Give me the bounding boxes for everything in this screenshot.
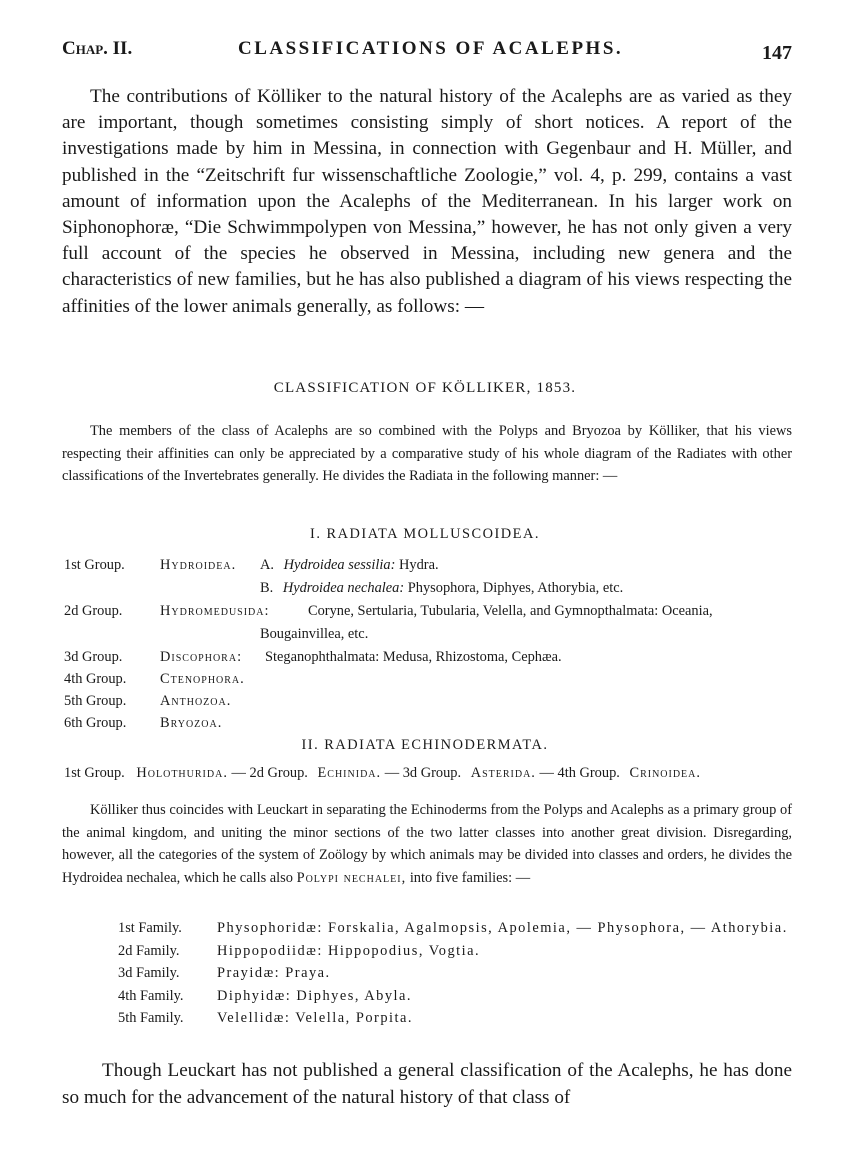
subgroup-marker: A. (260, 557, 274, 573)
group-name: Ctenophora. (160, 671, 245, 687)
paragraph-text-end: into five families: — (409, 869, 531, 886)
family-label: 2d Family. (118, 942, 180, 959)
body-paragraph-1: The contributions of Kölliker to the natural history of the Acalephs are as varied as they are important, though sometimes consisting simply of short notices. A report of the investigations made by him in Messina, in connection with Gegenbaur and H. Müller, and published in the “Zeitschrift fur wissenschaftliche Zoologie,” vol. 4, p. 299, contains a vast amount of information upon the Acalephs of the Mediterranean. In his larger work on Siphonophoræ, “Die Schwimmpolypen von Messina,” however, he has not only given a very full account of the species he observed in Messina, including new genera and the characteristics of new families, but he has also published a diagram of his views respecting the affinities of the lower animals generally, as follows: — (62, 86, 792, 317)
family-name: Prayidæ: Praya. (217, 965, 331, 981)
family-label: 4th Family. (118, 987, 184, 1004)
group-name: Bryozoa. (160, 715, 223, 731)
paragraph-term: Polypi nechalei, (296, 869, 407, 886)
group-name: Hydroidea. (160, 557, 237, 573)
family-members: Velella, Porpita. (290, 1010, 414, 1026)
group-label: 6th Group. (64, 715, 127, 731)
family-members: Hippopodius, Vogtia. (322, 942, 481, 959)
group-name: Holothurida. (136, 765, 228, 781)
group-separator: — 2d Group. (231, 765, 308, 781)
subgroup-a (260, 554, 439, 576)
family-members: Praya. (280, 965, 331, 981)
family-members: Forskalia, Agalmopsis, Apolemia, — Physophora, — Athorybia. (322, 920, 788, 936)
intro-paragraph: The members of the class of Acalephs are so combined with the Polyps and Bryozoa by Kölliker, that his views respecting their affinities can only be appreciated by a comparative study of his whole diagram of the Radiates with other classifications of the Invertebrates generally. He divides the Radiata in the following manner: — (62, 423, 792, 484)
subgroup-italic: Hydroidea nechalea: (282, 580, 405, 596)
group-members-cont: Bougainvillea, etc. (260, 626, 369, 642)
family-name: Hippopodiidæ: Hippopodius, Vogtia. (217, 942, 481, 959)
group-name: Hydromedusida: (160, 603, 270, 619)
family-name: Velellidæ: Velella, Porpita. (217, 1010, 414, 1026)
family-label: 3d Family. (118, 965, 180, 981)
subgroup-b (260, 577, 623, 599)
group-label: 1st Group. (64, 557, 125, 573)
subgroup-text: Physophora, Diphyes, Athorybia, etc. (407, 580, 624, 596)
group-separator: — 3d Group. (384, 765, 462, 781)
section-title-echinodermata: II. RADIATA ECHINODERMATA. (301, 737, 549, 753)
group-name: Asterida. (470, 765, 536, 781)
subgroup-italic: Hydroidea sessilia: (283, 557, 396, 573)
family-label: 1st Family. (118, 920, 182, 936)
subgroup-text: Hydra. (399, 557, 439, 573)
family-name: Diphyidæ: Diphyes, Abyla. (217, 987, 413, 1004)
group-name: Anthozoa. (160, 693, 232, 709)
group-label: 3d Group. (64, 649, 123, 665)
paragraph-text: Kölliker thus coincides with Leuckart in separating the Echinoderms from the Polyps and Acalephs as a primary group of the animal kingdom, and uniting the minor sections of the two latter classes into another great division. Disregarding, however, all the categories of the system of Zoölogy by which animals may be divided into classes and orders, he divides the Hydroidea nechalea, which he calls also (62, 802, 792, 886)
group-label: 4th Group. (64, 671, 127, 687)
group-label: 2d Group. (64, 603, 123, 619)
group-separator: — 4th Group. (539, 765, 620, 781)
group-members: Steganophthalmata: Medusa, Rhizostoma, Cephæa. (265, 649, 562, 665)
subgroup-marker: B. (260, 580, 274, 596)
classification-heading: CLASSIFICATION OF KÖLLIKER, 1853. (273, 380, 577, 396)
body-paragraph-3: Though Leuckart has not published a general classification of the Acalephs, he has done so much for the advancement of the natural history of that class of (62, 1060, 792, 1108)
group-label: 5th Group. (64, 693, 127, 709)
group-label: 1st Group. (64, 765, 125, 781)
running-title: CLASSIFICATIONS OF ACALEPHS. (238, 38, 624, 59)
group-name: Discophora: (160, 649, 243, 665)
body-paragraph-2 (62, 799, 792, 889)
group-name: Crinoidea. (629, 765, 701, 781)
page-number: 147 (762, 42, 792, 64)
echinoderm-groups-line (64, 765, 701, 782)
family-members: Diphyes, Abyla. (291, 987, 413, 1004)
family-name: Physophoridæ: Forskalia, Agalmopsis, Apolemia, — Physophora, — Athorybia. (217, 920, 788, 936)
section-title-molluscoidea: I. RADIATA MOLLUSCOIDEA. (310, 526, 540, 542)
family-label: 5th Family. (118, 1010, 184, 1026)
running-header (62, 38, 792, 68)
group-members: Coryne, Sertularia, Tubularia, Velella, and Gymnopthalmata: Oceania, (308, 603, 713, 619)
chapter-label: Chap. II. (62, 38, 133, 59)
group-name: Echinida. (317, 765, 382, 781)
